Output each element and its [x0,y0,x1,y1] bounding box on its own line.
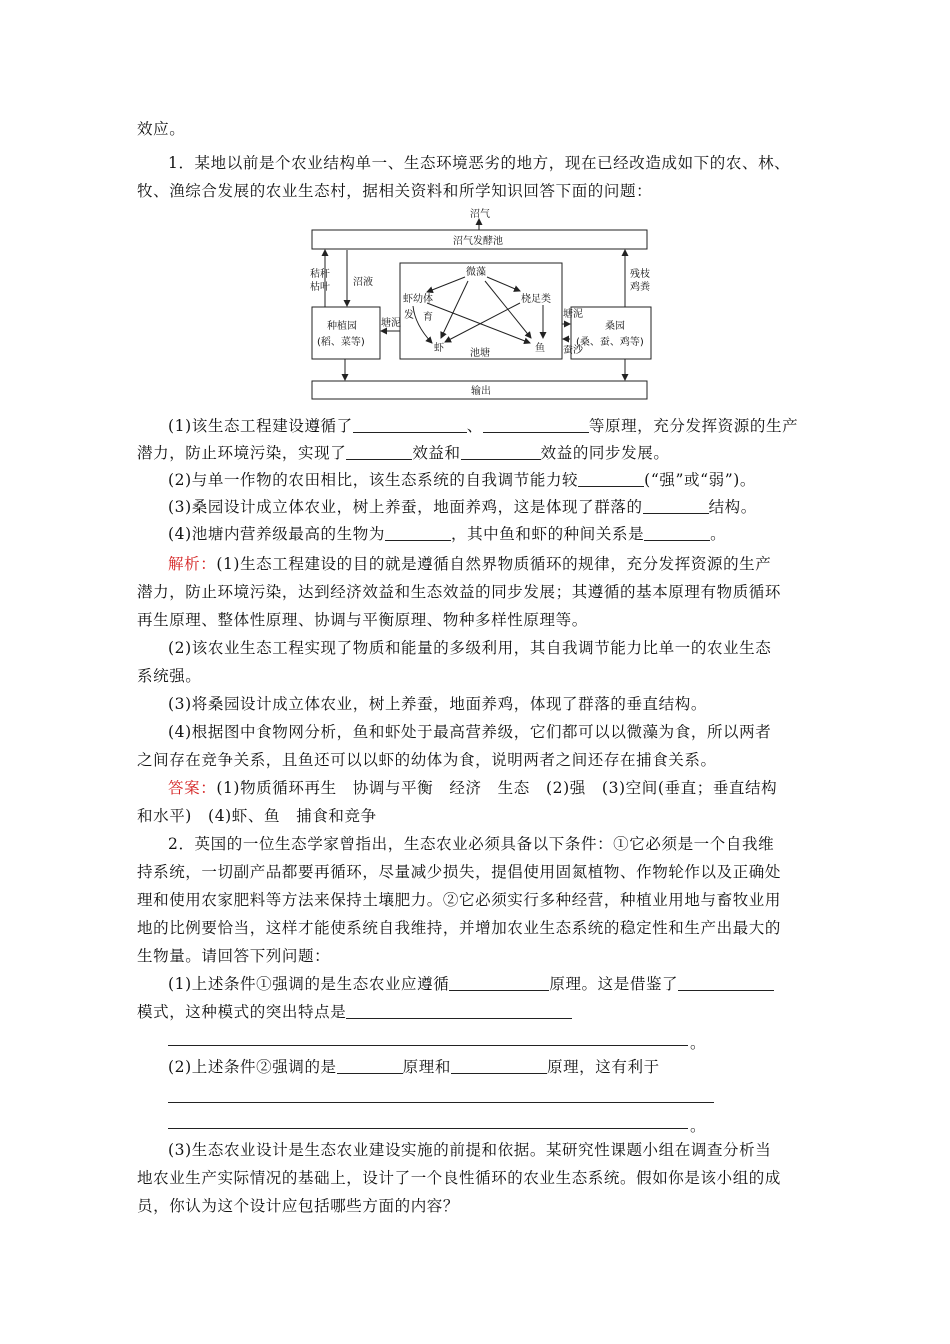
text: (2)上述条件②强调的是 [168,1058,337,1076]
label-mulberry-items: (桑、蚕、鸡等) [576,337,644,348]
blank [346,1003,572,1019]
text: (4)池塘内营养级最高的生物为 [168,525,385,543]
label-slurry: 沼液 [353,277,373,288]
q2-subquestion-3 [137,1195,459,1217]
text: 之间存在竞争关系，且鱼还可以以虾的幼体为食，说明两者之间还存在捕食关系。 [137,751,717,769]
planting-box [312,307,380,359]
answer-line [137,805,377,827]
text: 理和使用农家肥料等方法来保持土壤肥力。②它必须实行多种经营，种植业用地与畜牧业用 [137,891,782,909]
label-microalgae: 微藻 [466,267,486,278]
answer-line [168,777,777,799]
text: 原理，这有利于 [546,1058,660,1076]
q2-subquestion-2 [168,1056,660,1078]
analysis-line [137,749,717,771]
text-line [137,118,185,140]
text: (3)桑园设计成立体农业，树上养蚕，地面养鸡，这是体现了群落的 [168,498,643,516]
text-line [690,1032,706,1054]
blank [461,444,541,460]
text: ，其中鱼和虾的种间关系是 [450,525,645,543]
subquestion-4 [168,523,726,545]
analysis-line [168,693,707,715]
label-biogas: 沼气 [470,209,490,220]
answer-rule [168,1128,688,1129]
text: (4)根据图中食物网分析，鱼和虾处于最高营养级，它们都可以以微藻为食，所以两者 [168,723,772,741]
text: 结构。 [708,498,757,516]
text: 2．英国的一位生态学家曾指出，生态农业必须具备以下条件：①它必须是一个自我维 [168,835,775,853]
label-shrimp-larva: 虾幼体 [403,294,433,305]
label-leaves: 枯叶 [310,282,330,293]
label-develop-2: 育 [423,312,433,323]
blank [337,1058,403,1074]
subquestion-1 [168,415,798,437]
text: 地的比例要恰当，这样才能使系统自我维持，并增加农业生态系统的稳定性和生产出最大的 [137,919,782,937]
label-silkworm-sand: 蚕沙 [563,345,583,356]
text: 再生原理、整体性原理、协调与平衡原理、物种多样性原理等。 [137,611,588,629]
text: 效益的同步发展。 [540,444,670,462]
label-branches: 残枝 [630,269,650,280]
text: 持系统，一切副产品都要再循环，尽量减少损失，提倡使用固氮植物、作物轮作以及正确处 [137,863,782,881]
blank [353,417,467,433]
label-output: 输出 [471,386,491,397]
text: 原理和 [402,1058,451,1076]
blank [578,471,644,487]
question-2-line [137,861,781,883]
subquestion-1 [137,442,669,464]
question-1-line [168,152,790,174]
q2-subquestion-3 [168,1139,771,1161]
text: 、 [466,417,483,435]
blank [346,444,412,460]
text: 牧、渔综合发展的农业生态村，据相关资料和所学知识回答下面的问题： [137,182,653,200]
ecosystem-diagram [305,205,655,405]
text: 员，你认为这个设计应包括哪些方面的内容？ [137,1197,460,1215]
text: 。 [690,1034,707,1052]
blank [451,1058,547,1074]
label-planting: 种植园 [327,321,357,332]
label-shrimp: 虾 [434,343,444,354]
analysis-line [168,637,771,659]
question-1-line [137,180,652,202]
text: 原理。这是借鉴了 [549,975,679,993]
text: 。 [690,1117,707,1135]
arrow-copepod-shrimp [445,303,520,342]
text: 潜力，防止环境污染，实现了 [137,444,347,462]
q2-subquestion-1 [137,1001,572,1023]
arrow-larva-fish [427,303,530,343]
analysis-line [137,581,781,603]
text: 生物量。请回答下列问题： [137,947,331,965]
mulberry-box [571,307,651,359]
subquestion-2 [168,469,756,491]
question-2-line [137,917,781,939]
blank [678,975,774,991]
blank [483,417,589,433]
blank [643,498,709,514]
label-planting-crops: (稻、菜等) [317,337,365,348]
label-chicken-manure: 鸡粪 [630,282,650,293]
text: (2)与单一作物的农田相比，该生态系统的自我调节能力较 [168,471,579,489]
analysis-line [137,665,201,687]
q2-subquestion-3 [137,1167,781,1189]
label-develop-1: 发 [404,310,414,321]
blank [385,525,451,541]
question-2-line [137,945,330,967]
text: 等原理，充分发挥资源的生产 [588,417,799,435]
answer-rule [168,1045,688,1046]
question-2-line [137,889,781,911]
answer-label: 答案： [168,779,217,797]
label-straw: 秸秆 [310,269,330,280]
arrow-algae-larva [427,277,465,292]
text: 地农业生产实际情况的基础上，设计了一个良性循环的农业生态系统。假如你是该小组的成 [137,1169,782,1187]
label-mud-right: 塘泥 [563,309,583,320]
text: 1．某地以前是个农业结构单一、生态环境恶劣的地方，现在已经改造成如下的农、林、 [168,154,791,172]
text: 潜力，防止环境污染，达到经济效益和生态效益的同步发展；其遵循的基本原理有物质循环 [137,583,782,601]
text: (3)生态农业设计是生态农业建设实施的前提和依据。某研究性课题小组在调查分析当 [168,1141,772,1159]
text: (3)将桑园设计成立体农业，树上养蚕，地面养鸡，体现了群落的垂直结构。 [168,695,707,713]
text: (“强”或“弱”)。 [644,471,756,489]
subquestion-3 [168,496,757,518]
text: 效益和 [412,444,461,462]
text: (1)物质循环再生 协调与平衡 经济 生态 (2)强 (3)空间(垂直；垂直结构 [216,779,778,797]
blank [449,975,549,991]
text: (2)该农业生态工程实现了物质和能量的多级利用，其自我调节能力比单一的农业生态 [168,639,772,657]
text: (1)上述条件①强调的是生态农业应遵循 [168,975,450,993]
question-2-line [168,833,774,855]
text: 和水平) (4)虾、鱼 捕食和竞争 [137,807,377,825]
label-mulberry: 桑园 [605,321,625,332]
analysis-line [137,609,588,631]
analysis-line [168,553,771,575]
text: 模式，这种模式的突出特点是 [137,1003,347,1021]
label-mud-left: 塘泥 [381,318,401,329]
analysis-label: 解析： [168,555,217,573]
text-line [690,1115,706,1137]
q2-subquestion-1 [168,973,774,995]
text: 效应。 [137,120,186,138]
answer-rule [168,1102,714,1103]
analysis-line [168,721,771,743]
text: 系统强。 [137,667,202,685]
label-pond: 池塘 [470,348,490,359]
label-fish: 鱼 [535,343,545,354]
text: (1)该生态工程建设遵循了 [168,417,353,435]
text: (1)生态工程建设的目的就是遵循自然界物质循环的规律，充分发挥资源的生产 [216,555,772,573]
label-copepods: 桡足类 [521,294,551,305]
blank [644,525,710,541]
label-digester: 沼气发酵池 [453,236,503,247]
text: 。 [710,525,727,543]
